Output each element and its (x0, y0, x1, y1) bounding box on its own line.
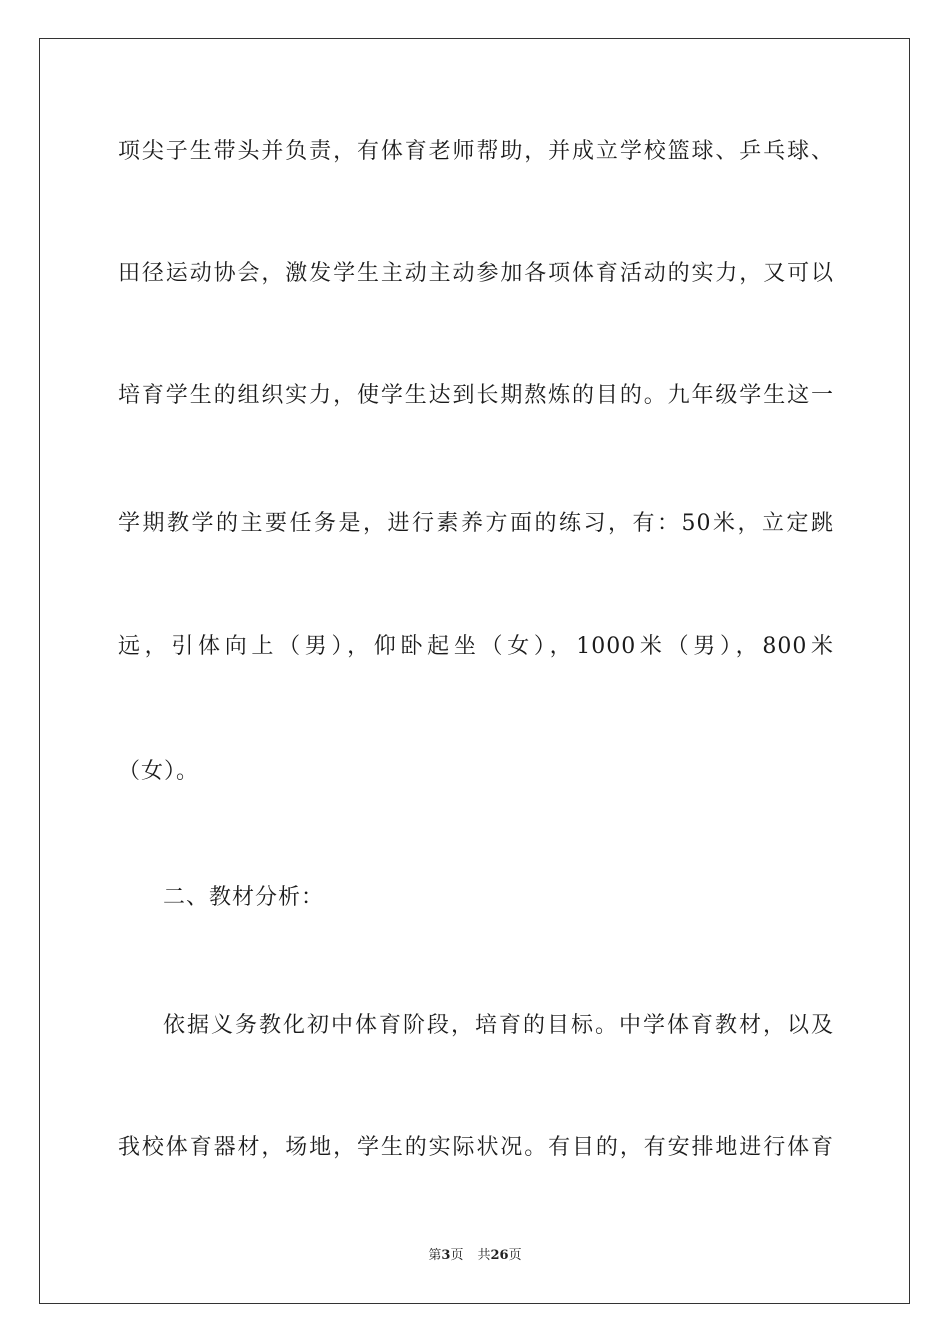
page-number: 3 (441, 1248, 451, 1263)
body-text-line: 远，引体向上（男），仰卧起坐（女），1000米（男），800米 (118, 634, 834, 659)
body-text-line: 培育学生的组织实力，使学生达到长期熬炼的目的。九年级学生这一 (118, 383, 834, 408)
section-heading: 二、教材分析： (163, 885, 325, 910)
page-label-prefix: 第 (428, 1248, 442, 1263)
body-text-line: 依据义务教化初中体育阶段，培育的目标。中学体育教材，以及 (163, 1013, 834, 1038)
body-text-line: 我校体育器材，场地，学生的实际状况。有目的，有安排地进行体育 (118, 1135, 834, 1160)
page-border (39, 38, 910, 1304)
total-label-prefix: 共 (477, 1248, 491, 1263)
body-text-line: 田径运动协会，激发学生主动主动参加各项体育活动的实力，又可以 (118, 261, 834, 286)
body-text-line: 学期教学的主要任务是，进行素养方面的练习，有：50米，立定跳 (118, 511, 834, 536)
body-text-line: 项尖子生带头并负责，有体育老师帮助，并成立学校篮球、乒乓球、 (118, 139, 834, 164)
total-pages: 26 (490, 1248, 509, 1263)
body-text-line: （女）。 (118, 759, 200, 784)
page-label-suffix: 页 (450, 1248, 464, 1263)
page-footer (0, 1247, 950, 1265)
total-label-suffix: 页 (508, 1248, 522, 1263)
